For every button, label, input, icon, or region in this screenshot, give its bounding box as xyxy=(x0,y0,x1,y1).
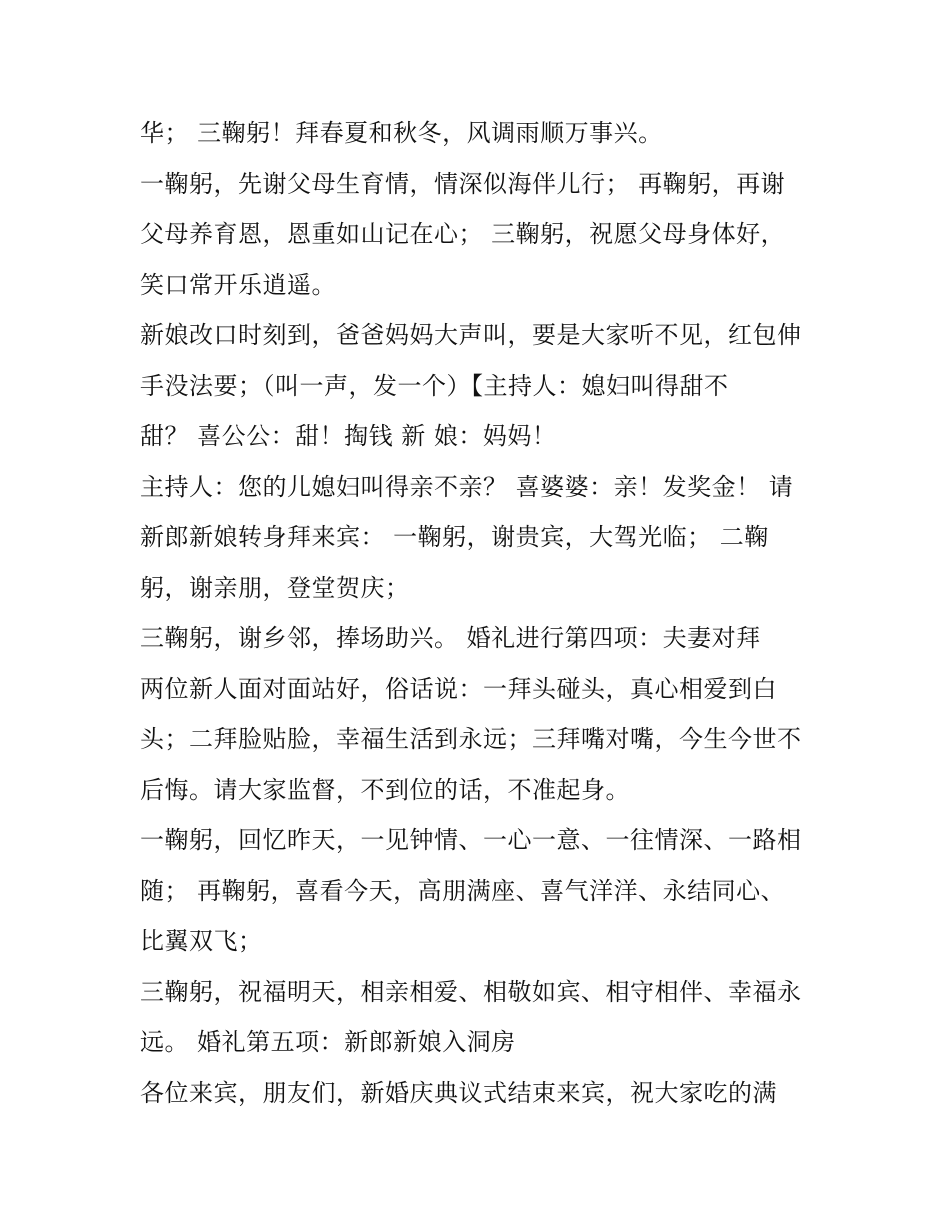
text-line: 一鞠躬，先谢父母生育情，情深似海伴儿行； 再鞠躬，再谢 xyxy=(140,169,786,198)
text-line: 主持人：您的儿媳妇叫得亲不亲？ 喜婆婆：亲！发奖金！ 请 xyxy=(140,472,794,501)
document-body xyxy=(140,108,830,1118)
text-line: 各位来宾，朋友们，新婚庆典议式结束来宾，祝大家吃的满 xyxy=(140,1078,777,1107)
text-line: 华； 三鞠躬！拜春夏和秋冬，风调雨顺万事兴。 xyxy=(140,119,663,147)
text-line: 甜？ 喜公公：甜！掏钱 新 娘：妈妈！ xyxy=(140,422,557,450)
text-line: 三鞠躬，祝福明天，相亲相爱、相敬如宾、相守相伴、幸福永 xyxy=(140,977,802,1006)
text-line: 笑口常开乐逍遥。 xyxy=(140,270,336,299)
text-line: 手没法要；（叫一声，发一个）【主持人：媳妇叫得甜不 xyxy=(140,371,729,400)
text-line: 随； 再鞠躬，喜看今天，高朋满座、喜气洋洋、永结同心、 xyxy=(140,876,786,905)
text-line: 父母养育恩，恩重如山记在心； 三鞠躬，祝愿父母身体好， xyxy=(140,220,786,248)
text-line: 后悔。请大家监督，不到位的话，不准起身。 xyxy=(140,775,630,804)
text-line: 新娘改口时刻到，爸爸妈妈大声叫，要是大家听不见，红包伸 xyxy=(140,321,802,349)
text-line: 头；二拜脸贴脸，幸福生活到永远；三拜嘴对嘴，今生今世不 xyxy=(140,725,802,753)
text-line: 比翼双飞； xyxy=(140,927,263,955)
text-line: 躬，谢亲朋，登堂贺庆； xyxy=(140,573,410,602)
text-line: 三鞠躬，谢乡邻，捧场助兴。 婚礼进行第四项：夫妻对拜 xyxy=(140,624,761,652)
text-line: 新郎新娘转身拜来宾： 一鞠躬，谢贵宾，大驾光临； 二鞠 xyxy=(140,523,769,551)
text-line: 两位新人面对面站好，俗话说：一拜头碰头，真心相爱到白 xyxy=(140,674,777,703)
text-line: 一鞠躬，回忆昨天，一见钟情、一心一意、一往情深、一路相 xyxy=(140,826,802,854)
text-line: 远。 婚礼第五项：新郎新娘入洞房 xyxy=(140,1028,516,1056)
